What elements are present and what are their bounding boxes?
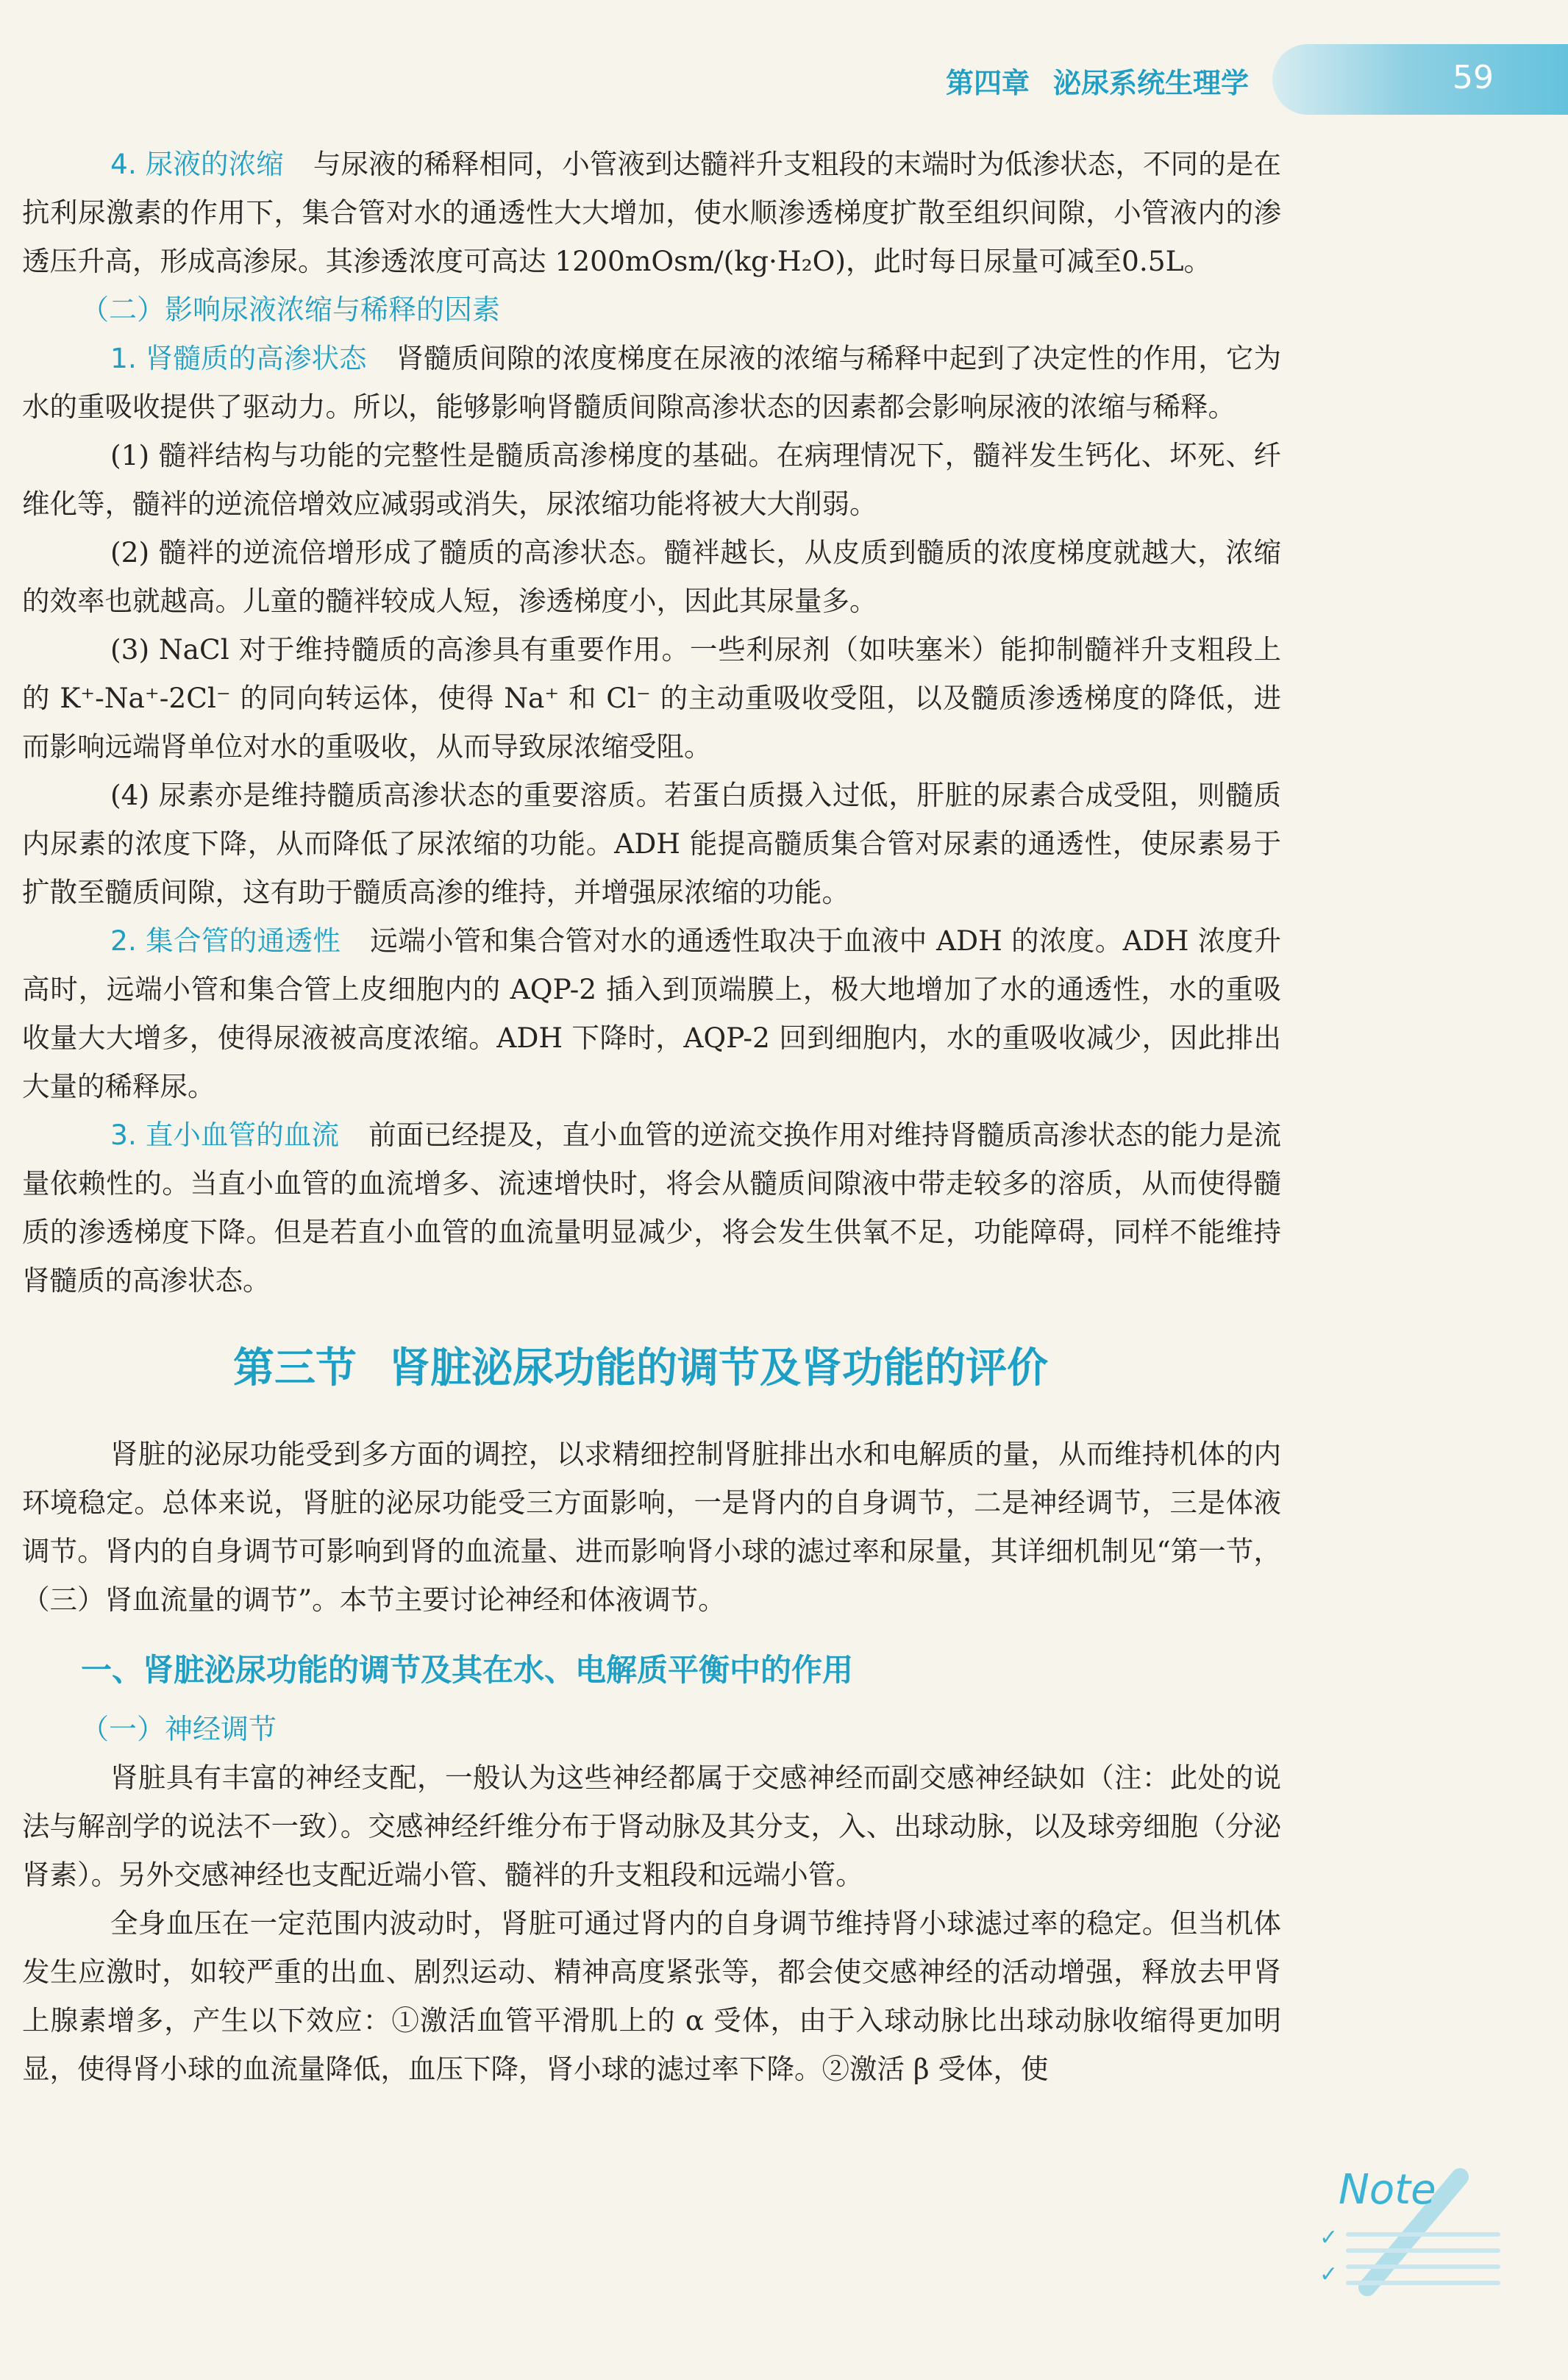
note-lines	[1346, 2232, 1500, 2297]
note-label: Note	[1339, 2166, 1436, 2214]
note-decoration	[1316, 2151, 1522, 2313]
paragraph-text: (2) 髓袢的逆流倍增形成了髓质的高渗状态。髓袢越长，从皮质到髓质的浓度梯度就越大，浓缩的效率也就越高。儿童的髓袢较成人短，渗透梯度小，因此其尿量多。	[22, 536, 1281, 617]
paragraph	[0, 140, 1281, 285]
paragraph-heading: 3. 直小血管的血流	[110, 1119, 340, 1151]
paragraph-heading: 4. 尿液的浓缩	[110, 148, 284, 180]
paragraph-text: (3) NaCl 对于维持髓质的高渗具有重要作用。一些利尿剂（如呋塞米）能抑制髓袢升支粗段上的 K⁺-Na⁺-2Cl⁻ 的同向转运体，使得 Na⁺ 和 Cl⁻ 的主动重吸收受阻，以及髓质渗透梯度的降低，进而影响远端肾单位对水的重吸收，从而导致尿浓缩受阻。	[22, 633, 1281, 763]
subsection-heading: 一、肾脏泌尿功能的调节及其在水、电解质平衡中的作用	[81, 1652, 854, 1688]
check-icon: ✓	[1319, 2262, 1339, 2287]
chapter-label: 第四章	[945, 67, 1030, 99]
paragraph-text: (1) 髓袢结构与功能的完整性是髓质高渗梯度的基础。在病理情况下，髓袢发生钙化、坏死、纤维化等，髓袢的逆流倍增效应减弱或消失，尿浓缩功能将被大大削弱。	[22, 439, 1281, 520]
header-band	[1272, 44, 1568, 115]
check-icon: ✓	[1319, 2225, 1339, 2251]
paragraph-text: 远端小管和集合管对水的通透性取决于血液中 ADH 的浓度。ADH 浓度升高时，远端小管和集合管上皮细胞内的 AQP-2 插入到顶端膜上，极大地增加了水的通透性，水的重吸收量大大增多，使得尿液被高度浓缩。ADH 下降时，AQP-2 回到细胞内，水的重吸收减少，因此排出大量的稀释尿。	[22, 924, 1281, 1102]
paragraph	[0, 431, 1281, 528]
paragraph-text: 前面已经提及，直小血管的逆流交换作用对维持肾髓质高渗状态的能力是流量依赖性的。当直小血管的血流增多、流速增快时，将会从髓质间隙液中带走较多的溶质，从而使得髓质的渗透梯度下降。但是若直小血管的血流量明显减少，将会发生供氧不足，功能障碍，同样不能维持肾髓质的高渗状态。	[22, 1119, 1281, 1297]
section-heading	[0, 1305, 1281, 1430]
paragraph	[0, 334, 1281, 431]
paragraph	[0, 771, 1281, 916]
paragraph	[0, 916, 1281, 1111]
paragraph	[0, 1430, 1281, 1624]
section-title: 肾脏泌尿功能的调节及肾功能的评价	[389, 1344, 1048, 1392]
paragraph-text: 肾髓质间隙的浓度梯度在尿液的浓缩与稀释中起到了决定性的作用，它为水的重吸收提供了驱动力。所以，能够影响肾髓质间隙高渗状态的因素都会影响尿液的浓缩与稀释。	[22, 342, 1281, 423]
paragraph	[0, 625, 1281, 771]
paragraph	[0, 1753, 1281, 1899]
paragraph-heading: 1. 肾髓质的高渗状态	[110, 342, 367, 374]
paragraph-text: 全身血压在一定范围内波动时，肾脏可通过肾内的自身调节维持肾小球滤过率的稳定。但当机体发生应激时，如较严重的出血、剧烈运动、精神高度紧张等，都会使交感神经的活动增强，释放去甲肾上腺素增多，产生以下效应：①激活血管平滑肌上的 α 受体，由于入球动脉比出球动脉收缩得更加明显，使得肾小球的血流量降低，血压下降，肾小球的滤过率下降。②激活 β 受体，使	[22, 1907, 1281, 2085]
chapter-name: 泌尿系统生理学	[1052, 67, 1249, 99]
paragraph-text: (4) 尿素亦是维持髓质高渗状态的重要溶质。若蛋白质摄入过低，肝脏的尿素合成受阻，则髓质内尿素的浓度下降，从而降低了尿浓缩的功能。ADH 能提高髓质集合管对尿素的通透性，使尿素易于扩散至髓质间隙，这有助于髓质高渗的维持，并增强尿浓缩的功能。	[22, 779, 1281, 908]
paragraph-text: 与尿液的稀释相同，小管液到达髓袢升支粗段的末端时为低渗状态，不同的是在抗利尿激素的作用下，集合管对水的通透性大大增加，使水顺渗透梯度扩散至组织间隙，小管液内的渗透压升高，形成高渗尿。其渗透浓度可高达 1200mOsm/(kg·H₂O)，此时每日尿量可减至0.5L。	[22, 148, 1281, 277]
body-text-area	[0, 140, 1281, 2093]
subheading: （二）影响尿液浓缩与稀释的因素	[81, 293, 501, 326]
paragraph	[0, 1111, 1281, 1305]
section-label: 第三节	[233, 1344, 357, 1392]
paragraph	[0, 1899, 1281, 2093]
page-number: 59	[1453, 59, 1494, 96]
paragraph-text: 肾脏具有丰富的神经支配，一般认为这些神经都属于交感神经而副交感神经缺如（注：此处的说法与解剖学的说法不一致）。交感神经纤维分布于肾动脉及其分支，入、出球动脉，以及球旁细胞（分泌肾素）。另外交感神经也支配近端小管、髓袢的升支粗段和远端小管。	[22, 1761, 1281, 1891]
paragraph-heading: 2. 集合管的通透性	[110, 924, 341, 957]
subheading: （一）神经调节	[81, 1713, 277, 1745]
paragraph	[0, 528, 1281, 625]
paragraph-text: 肾脏的泌尿功能受到多方面的调控，以求精细控制肾脏排出水和电解质的量，从而维持机体的内环境稳定。总体来说，肾脏的泌尿功能受三方面影响，一是肾内的自身调节，二是神经调节，三是体液调节。肾内的自身调节可影响到肾的血流量、进而影响肾小球的滤过率和尿量，其详细机制见“第一节，（三）肾血流量的调节”。本节主要讨论神经和体液调节。	[22, 1438, 1281, 1616]
chapter-title	[946, 60, 1272, 101]
